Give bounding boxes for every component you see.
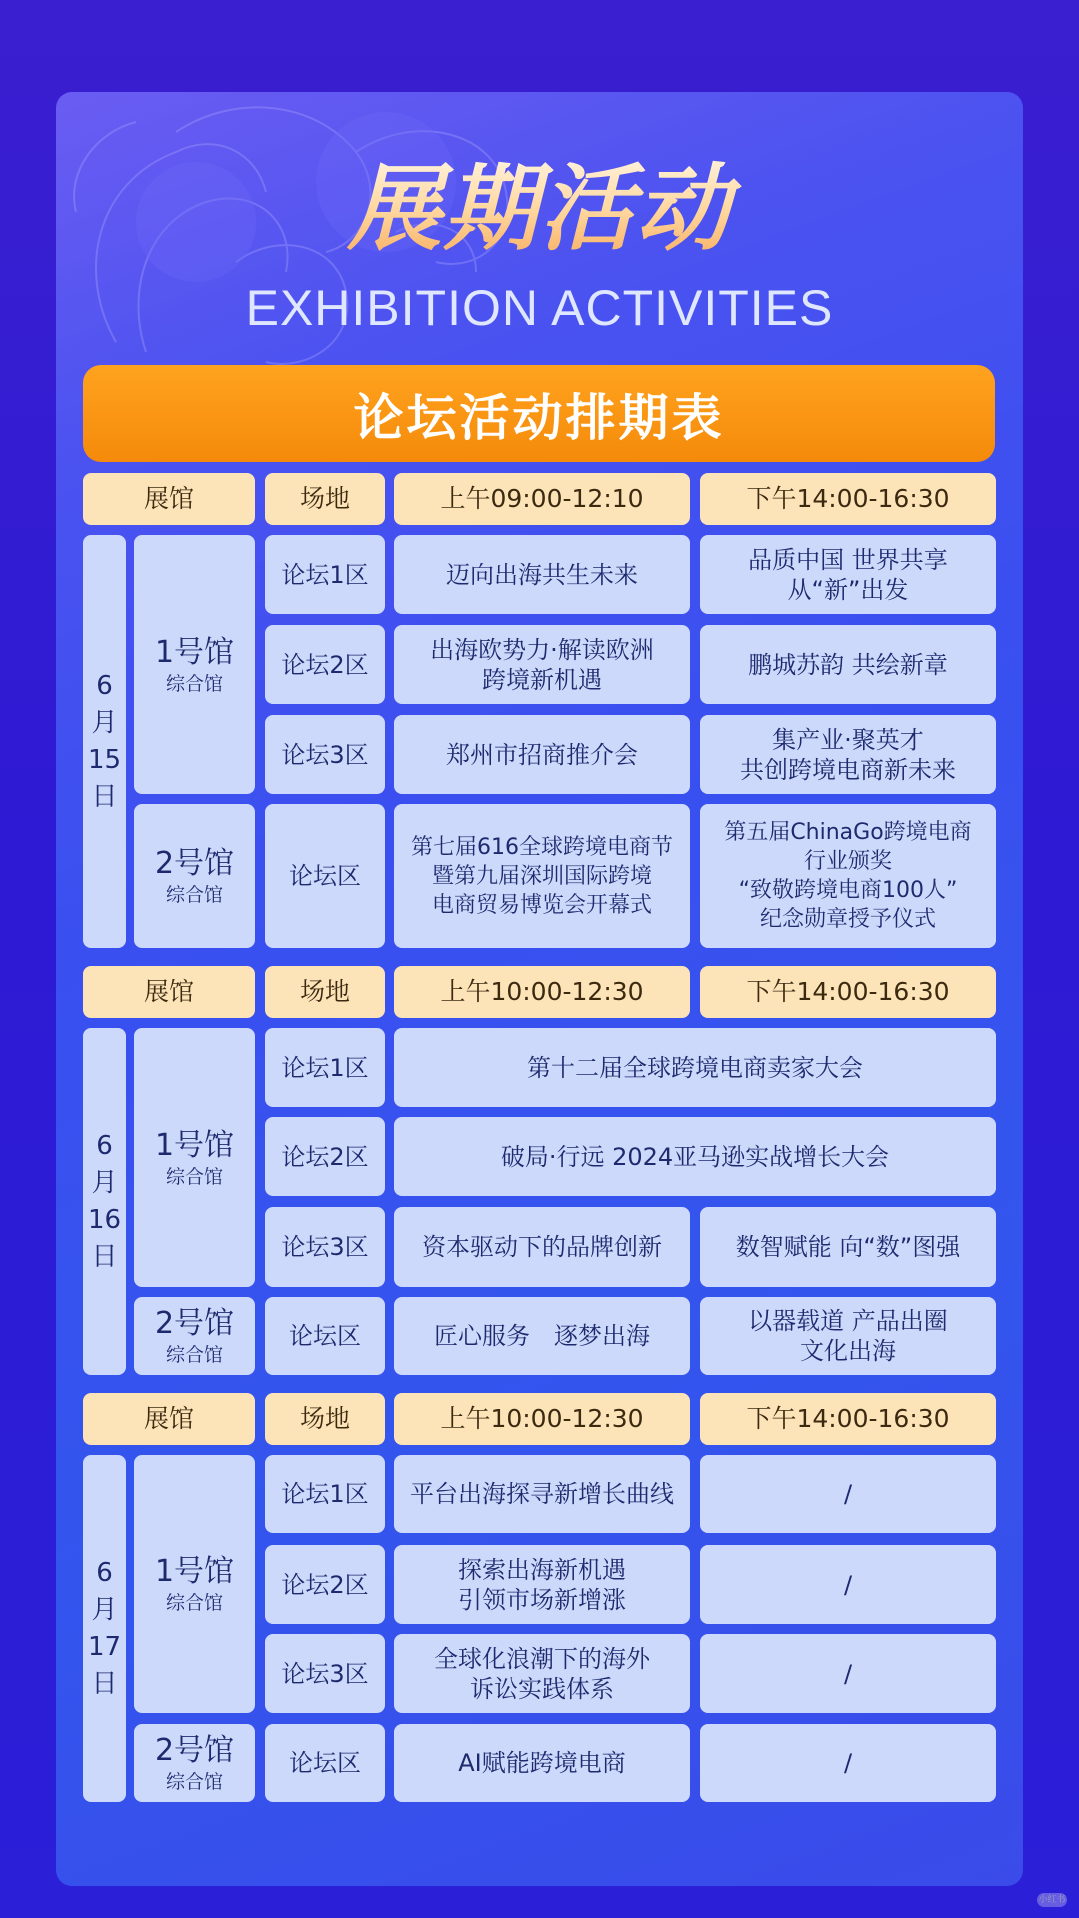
venue-cell: 论坛区 [265, 804, 385, 948]
venue-cell: 论坛区 [265, 1297, 385, 1375]
venue-cell: 论坛2区 [265, 1545, 385, 1624]
afternoon-session: 鹏城苏韵 共绘新章 [700, 625, 996, 704]
watermark-logo: 小红书 [1038, 1895, 1066, 1905]
morning-session: 探索出海新机遇 引领市场新增涨 [394, 1545, 690, 1624]
afternoon-session: / [700, 1724, 996, 1802]
venue-cell: 论坛3区 [265, 1207, 385, 1287]
header-hall: 展馆 [83, 966, 255, 1018]
afternoon-session: 第五届ChinaGo跨境电商 行业颁奖 “致敬跨境电商100人” 纪念勋章授予仪式 [700, 804, 996, 948]
afternoon-session: 集产业·聚英才 共创跨境电商新未来 [700, 715, 996, 794]
hall-1-cell: 1号馆 综合馆 [134, 1455, 255, 1713]
venue-cell: 论坛1区 [265, 1455, 385, 1533]
morning-session: 匠心服务 逐梦出海 [394, 1297, 690, 1375]
morning-session: 出海欧势力·解读欧洲 跨境新机遇 [394, 625, 690, 704]
venue-cell: 论坛2区 [265, 625, 385, 704]
venue-cell: 论坛1区 [265, 1028, 385, 1107]
schedule-banner: 论坛活动排期表 [83, 365, 995, 462]
header-hall: 展馆 [83, 1393, 255, 1445]
header-afternoon: 下午14:00-16:30 [700, 473, 996, 525]
header-afternoon: 下午14:00-16:30 [700, 1393, 996, 1445]
page-subtitle: EXHIBITION ACTIVITIES [245, 280, 834, 336]
hall-1-cell: 1号馆 综合馆 [134, 535, 255, 794]
afternoon-session: / [700, 1545, 996, 1624]
hall-2-cell: 2号馆 综合馆 [134, 1724, 255, 1802]
morning-session: 郑州市招商推介会 [394, 715, 690, 794]
header-venue: 场地 [265, 473, 385, 525]
morning-session: AI赋能跨境电商 [394, 1724, 690, 1802]
header-morning: 上午09:00-12:10 [394, 473, 690, 525]
page-title: 展期活动 [0, 150, 1079, 270]
header-venue: 场地 [265, 966, 385, 1018]
venue-cell: 论坛1区 [265, 535, 385, 614]
venue-cell: 论坛区 [265, 1724, 385, 1802]
full-day-session: 破局·行远 2024亚马逊实战增长大会 [394, 1117, 996, 1196]
header-morning: 上午10:00-12:30 [394, 1393, 690, 1445]
venue-cell: 论坛3区 [265, 1634, 385, 1713]
afternoon-session: 品质中国 世界共享 从“新”出发 [700, 535, 996, 614]
hall-2-cell: 2号馆 综合馆 [134, 804, 255, 948]
morning-session: 全球化浪潮下的海外 诉讼实践体系 [394, 1634, 690, 1713]
header-venue: 场地 [265, 1393, 385, 1445]
afternoon-session: 以器载道 产品出圈 文化出海 [700, 1297, 996, 1375]
date-cell: 6 月 16 日 [83, 1028, 126, 1375]
header-afternoon: 下午14:00-16:30 [700, 966, 996, 1018]
header-morning: 上午10:00-12:30 [394, 966, 690, 1018]
venue-cell: 论坛3区 [265, 715, 385, 794]
date-cell: 6 月 15 日 [83, 535, 126, 948]
afternoon-session: 数智赋能 向“数”图强 [700, 1207, 996, 1287]
venue-cell: 论坛2区 [265, 1117, 385, 1196]
morning-session: 迈向出海共生未来 [394, 535, 690, 614]
afternoon-session: / [700, 1455, 996, 1533]
date-cell: 6 月 17 日 [83, 1455, 126, 1802]
morning-session: 平台出海探寻新增长曲线 [394, 1455, 690, 1533]
header-hall: 展馆 [83, 473, 255, 525]
morning-session: 第七届616全球跨境电商节 暨第九届深圳国际跨境 电商贸易博览会开幕式 [394, 804, 690, 948]
hall-1-cell: 1号馆 综合馆 [134, 1028, 255, 1287]
full-day-session: 第十二届全球跨境电商卖家大会 [394, 1028, 996, 1107]
afternoon-session: / [700, 1634, 996, 1713]
hall-2-cell: 2号馆 综合馆 [134, 1297, 255, 1375]
morning-session: 资本驱动下的品牌创新 [394, 1207, 690, 1287]
